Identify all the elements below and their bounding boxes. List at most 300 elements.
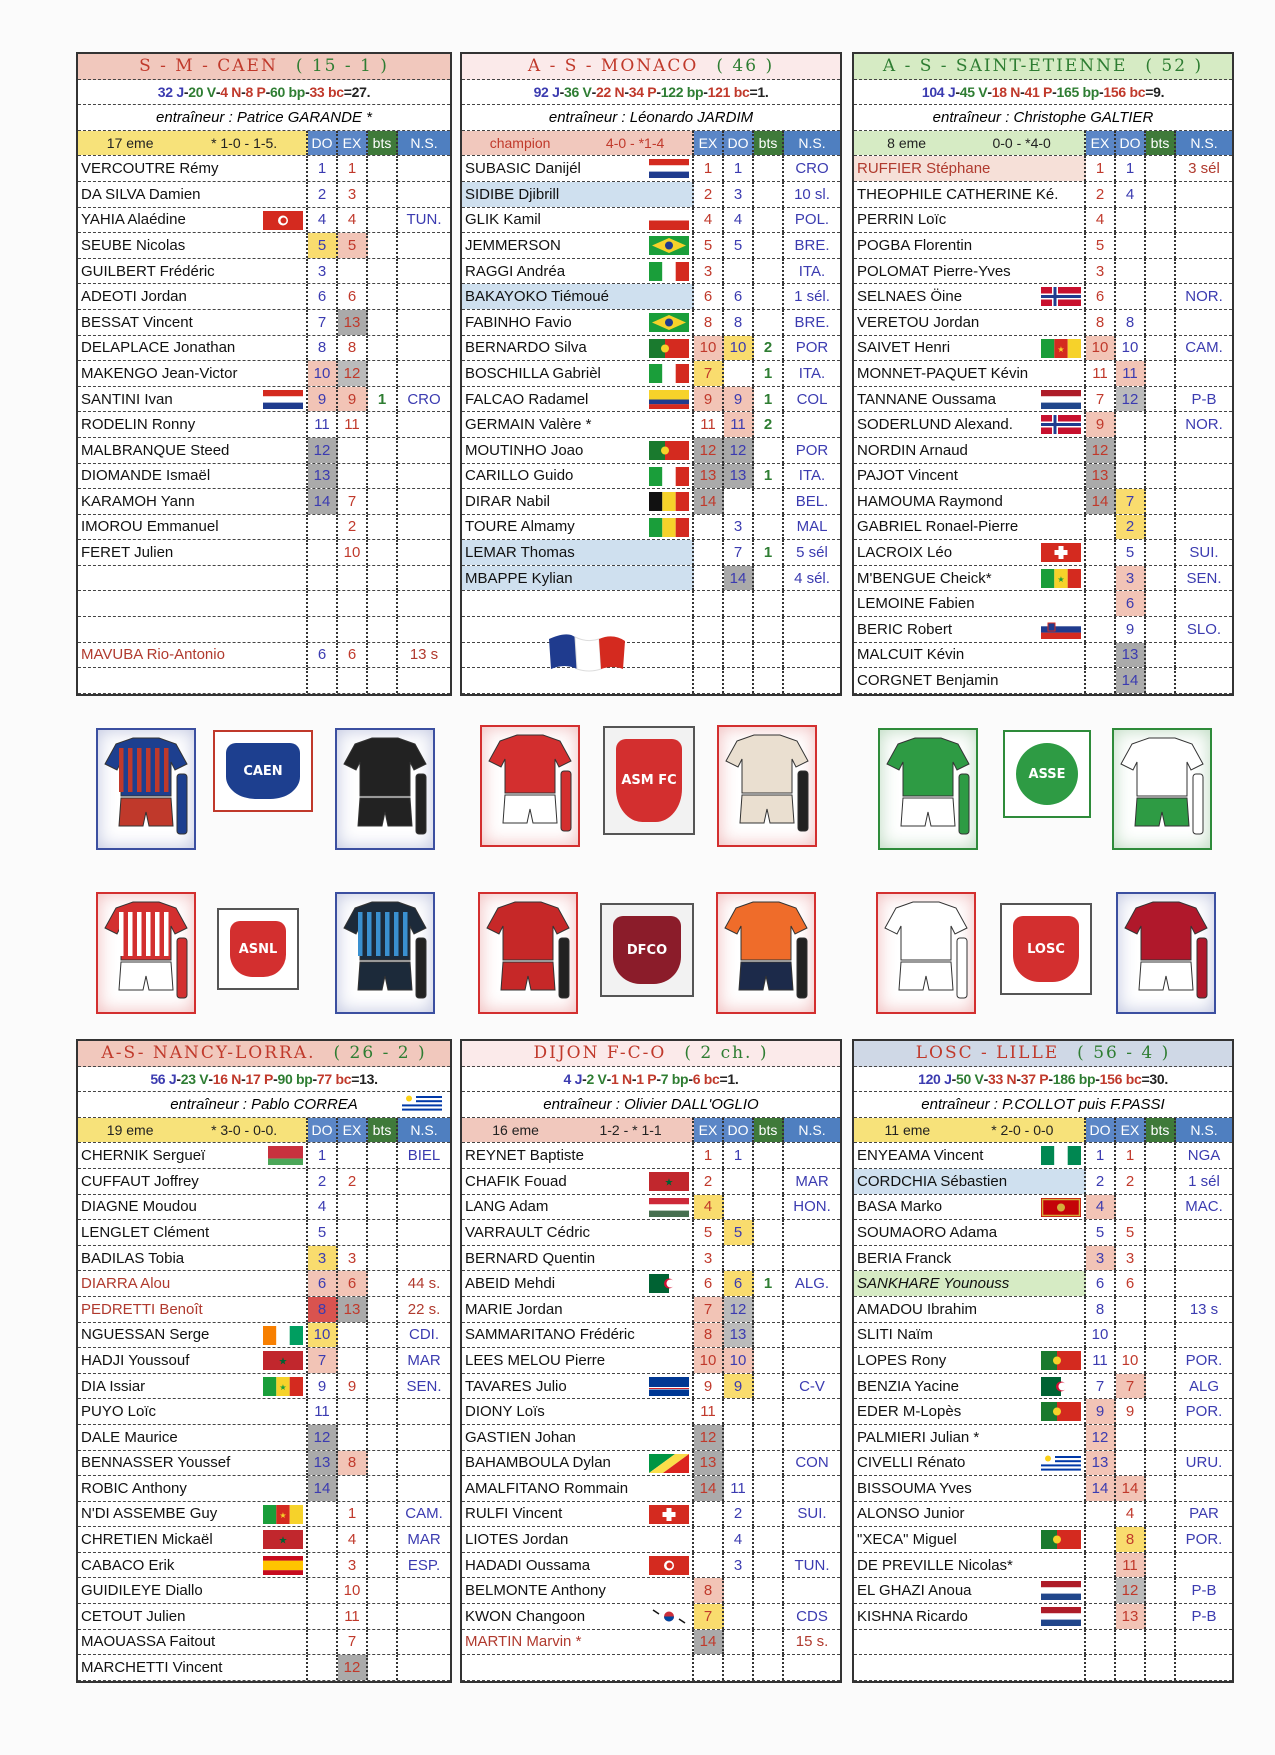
number-b: 6 [724, 284, 754, 309]
stat-2: 22 N [595, 83, 625, 100]
nationality: SEN. [406, 1377, 442, 1395]
nationality [398, 1630, 450, 1655]
bts-count [1146, 1578, 1176, 1603]
player-row [854, 182, 1232, 208]
player-row [462, 387, 840, 413]
player-row [78, 208, 450, 234]
player-name [78, 464, 308, 489]
player-name-text: CETOUT Julien [81, 1607, 186, 1625]
number-b [1116, 464, 1146, 489]
number-a [1086, 1578, 1116, 1603]
nationality: ALG [1188, 1377, 1219, 1395]
player-name [854, 1374, 1086, 1399]
coach-row [462, 105, 840, 131]
number-b: 1 [724, 156, 754, 181]
nationality [398, 1220, 450, 1245]
stat-5: 77 bc [316, 1070, 352, 1087]
player-name [78, 515, 308, 540]
number-b: 8 [338, 1451, 368, 1476]
player-name [78, 336, 308, 361]
team-stats: 120 J - 50 V - 33 N - 37 P - 186 bp - 156 bc = 30. [918, 1070, 1168, 1087]
number-a: 10 [1086, 336, 1116, 361]
player-name [854, 1578, 1086, 1603]
player-row [78, 1195, 450, 1221]
player-name [462, 1553, 694, 1578]
svg-text:★: ★ [278, 1535, 288, 1547]
bts-count [368, 1476, 398, 1501]
player-name-text: CIVELLI Rénato [857, 1454, 966, 1472]
player-name-text: DIONY Loïs [465, 1403, 545, 1421]
nationality: CDS [796, 1607, 828, 1625]
number-b: 1 [724, 1143, 754, 1168]
bts-count [754, 259, 784, 284]
player-name [462, 156, 694, 181]
bts-count [368, 412, 398, 437]
player-name [78, 208, 308, 233]
column-bts: bts [754, 1118, 784, 1143]
number-a [1086, 591, 1116, 616]
number-a: 11 [308, 412, 338, 437]
number-b [1116, 412, 1146, 437]
dijon-away-kit [716, 892, 816, 1014]
nationality: 10 sl. [794, 185, 830, 203]
number-b: 10 [1116, 336, 1146, 361]
stetienne-crest-icon: ASSE [1016, 743, 1078, 805]
number-a: 5 [694, 1220, 724, 1245]
number-b: 14 [1116, 668, 1146, 693]
stat-5: 156 bc [1099, 1070, 1142, 1087]
nationality [1176, 310, 1232, 335]
number-b [724, 1169, 754, 1194]
nationality: ITA. [798, 467, 826, 485]
flag-icon-ned [1041, 390, 1081, 409]
player-name [78, 1143, 308, 1168]
bts-count [368, 643, 398, 668]
number-b: 5 [724, 233, 754, 258]
player-name-text: THEOPHILE CATHERINE Ké. [857, 185, 1059, 203]
season-scores: 1-2 - * 1-1 [599, 1122, 662, 1139]
player-name-text: PEDRETTI Benoît [81, 1300, 203, 1318]
player-name-text: BERIA Franck [857, 1249, 952, 1267]
stat-1: 2 V [586, 1070, 607, 1087]
player-row [854, 591, 1232, 617]
player-row [78, 387, 450, 413]
player-name-text: SODERLUND Alexand. [857, 416, 1013, 434]
player-name [462, 1655, 694, 1680]
column-ex: EX [1086, 131, 1116, 156]
nationality [398, 284, 450, 309]
season-scores: * 2-0 - 0-0 [991, 1122, 1054, 1139]
stat-3: 41 P [1024, 83, 1053, 100]
player-row [854, 515, 1232, 541]
player-row [462, 566, 840, 592]
coach-row [78, 1092, 450, 1118]
player-name-text: SIDIBE Djibrill [465, 185, 560, 203]
number-b: 5 [724, 1220, 754, 1245]
player-name-text: N'DI ASSEMBE Guy [81, 1505, 218, 1523]
player-name [78, 1655, 308, 1680]
rank-cell [462, 131, 694, 156]
number-b [338, 1323, 368, 1348]
player-row [78, 336, 450, 362]
number-b: 9 [338, 1374, 368, 1399]
number-b: 4 [338, 208, 368, 233]
player-name [854, 438, 1086, 463]
number-b [338, 464, 368, 489]
number-b [724, 643, 754, 668]
number-a: 14 [308, 1476, 338, 1501]
bts-count [368, 1297, 398, 1322]
nationality [398, 489, 450, 514]
number-b: 3 [724, 515, 754, 540]
nationality: SLO. [1186, 620, 1222, 638]
number-b: 10 [338, 540, 368, 565]
number-b [338, 617, 368, 642]
player-name [78, 1425, 308, 1450]
number-b [338, 259, 368, 284]
number-a: 14 [694, 1476, 724, 1501]
player-row [462, 1246, 840, 1272]
nationality [398, 259, 450, 284]
number-b [338, 1399, 368, 1424]
team-panel-lille [852, 1039, 1234, 1683]
player-name [854, 617, 1086, 642]
number-b: 1 [1116, 1143, 1146, 1168]
number-b: 7 [338, 489, 368, 514]
season-scores: 4-0 - *1-4 [605, 135, 665, 152]
team-stats-row [854, 1067, 1232, 1093]
bts-count [368, 1220, 398, 1245]
team-stats: 92 J - 36 V - 22 N - 34 P - 122 bp - 121 bc = 1. [533, 83, 769, 100]
nationality [1176, 489, 1232, 514]
bts-count: 2 [754, 336, 784, 361]
team-name: S - M - CAEN [139, 56, 278, 77]
number-a: 6 [694, 284, 724, 309]
number-a: 9 [308, 387, 338, 412]
nationality: MAL [796, 518, 828, 536]
player-name [78, 1630, 308, 1655]
number-b [724, 1604, 754, 1629]
bts-count [754, 182, 784, 207]
number-b: 13 [1116, 1604, 1146, 1629]
flag-icon-ned [1041, 1581, 1081, 1600]
number-a [694, 668, 724, 693]
nationality: P-B [1191, 1582, 1217, 1600]
player-name [854, 1348, 1086, 1373]
player-name [854, 182, 1086, 207]
stat-0: 120 J [918, 1070, 952, 1087]
player-name [78, 1399, 308, 1424]
nationality: BIEL [407, 1147, 441, 1165]
bts-count [1146, 566, 1176, 591]
number-a: 4 [694, 1195, 724, 1220]
bts-count [1146, 1271, 1176, 1296]
player-row [462, 540, 840, 566]
bts-count [368, 1195, 398, 1220]
bts-count [754, 617, 784, 642]
number-a: 12 [1086, 438, 1116, 463]
number-b: 6 [1116, 591, 1146, 616]
bts-count [754, 1553, 784, 1578]
player-name [462, 1297, 694, 1322]
season-scores: 0-0 - *4-0 [992, 135, 1051, 152]
player-name [462, 1451, 694, 1476]
player-name [78, 412, 308, 437]
number-a [694, 1553, 724, 1578]
flag-icon-mar [649, 1172, 689, 1191]
player-name-text: MAKENGO Jean-Victor [81, 364, 238, 382]
nationality: PAR [1189, 1505, 1219, 1523]
player-name-text: KISHNA Ricardo [857, 1607, 968, 1625]
player-name [854, 233, 1086, 258]
nationality: ALG. [794, 1275, 830, 1293]
stat-3: 34 P [628, 83, 657, 100]
player-row [854, 310, 1232, 336]
season-scores: * 3-0 - 0-0. [211, 1122, 278, 1139]
bts-count: 1 [754, 1271, 784, 1296]
player-name-text: BERIC Robert [857, 620, 953, 638]
stat-1: 45 V [959, 83, 988, 100]
player-row [78, 1399, 450, 1425]
player-name [854, 1399, 1086, 1424]
player-name-text: CHERNIK Sergueï [81, 1147, 206, 1165]
flag-icon-ita [649, 262, 689, 281]
player-name [78, 1527, 308, 1552]
flag-icon-civ [263, 1326, 303, 1345]
bts-count [754, 489, 784, 514]
nationality [1176, 1246, 1232, 1271]
stat-6: 1. [727, 1070, 739, 1087]
number-a [308, 1655, 338, 1680]
player-row [462, 438, 840, 464]
player-name [854, 1476, 1086, 1501]
number-b: 7 [1116, 1374, 1146, 1399]
player-name [854, 566, 1086, 591]
player-row [462, 1271, 840, 1297]
number-a: 14 [1086, 1476, 1116, 1501]
bts-count [368, 1323, 398, 1348]
player-name-text: DIARRA Alou [81, 1275, 171, 1293]
player-row [854, 566, 1232, 592]
player-name [854, 361, 1086, 386]
number-a: 5 [1086, 233, 1116, 258]
team-record: ( 46 ) [716, 56, 775, 77]
player-row [462, 1451, 840, 1477]
bts-count [368, 617, 398, 642]
player-name-text: BISSOUMA Yves [857, 1479, 972, 1497]
flag-icon-sen [263, 1377, 303, 1396]
nationality: CDI. [409, 1326, 439, 1344]
number-a [1086, 540, 1116, 565]
number-a: 2 [694, 1169, 724, 1194]
nationality: NGA [1187, 1147, 1221, 1165]
flag-icon-col [649, 390, 689, 409]
bts-count [1146, 1553, 1176, 1578]
coach-row [78, 105, 450, 131]
number-a: 10 [694, 336, 724, 361]
nationality: BRE. [794, 313, 830, 331]
number-a [308, 566, 338, 591]
number-b: 11 [724, 412, 754, 437]
player-name [78, 1220, 308, 1245]
nationality: POR. [1185, 1351, 1223, 1369]
stat-4: 90 bp [277, 1070, 313, 1087]
player-row [854, 1578, 1232, 1604]
player-row [854, 233, 1232, 259]
player-row [78, 1451, 450, 1477]
number-b: 7 [338, 1630, 368, 1655]
player-row [462, 1195, 840, 1221]
number-b: 3 [1116, 1246, 1146, 1271]
nationality [398, 515, 450, 540]
player-row [78, 617, 450, 643]
number-a: 6 [1086, 284, 1116, 309]
player-name-text: LEES MELOU Pierre [465, 1351, 606, 1369]
team-title-row [78, 54, 450, 80]
bts-count [754, 1195, 784, 1220]
bts-count [754, 1630, 784, 1655]
number-a [694, 591, 724, 616]
player-name-text: DE PREVILLE Nicolas* [857, 1556, 1013, 1574]
player-name [78, 1271, 308, 1296]
flag-icon-por [1041, 1402, 1081, 1421]
nationality [784, 643, 840, 668]
player-name [462, 591, 694, 616]
player-name [462, 259, 694, 284]
bts-count [1146, 1502, 1176, 1527]
stat-6: 27. [351, 83, 371, 100]
player-row [78, 1476, 450, 1502]
nationality: BEL. [795, 492, 829, 510]
number-a: 13 [1086, 464, 1116, 489]
bts-count [1146, 1425, 1176, 1450]
nationality: ITA. [798, 364, 826, 382]
player-name [78, 156, 308, 181]
stat-5: 156 bc [1103, 83, 1146, 100]
player-name-text: HAMOUMA Raymond [857, 492, 1003, 510]
rank-cell [78, 1118, 308, 1143]
bts-count [754, 1655, 784, 1680]
player-name [78, 310, 308, 335]
bts-count [1146, 1348, 1176, 1373]
player-name [462, 1604, 694, 1629]
player-name-text: VERCOUTRE Rémy [81, 160, 219, 178]
nationality [398, 336, 450, 361]
season-rank: champion [489, 135, 551, 152]
coach-name: entraîneur : Léonardo JARDIM [548, 108, 754, 126]
nationality [784, 617, 840, 642]
player-name [462, 1374, 694, 1399]
player-name-text: LIOTES Jordan [465, 1531, 569, 1549]
player-name [854, 1425, 1086, 1450]
nationality [784, 412, 840, 437]
stat-2: 16 N [212, 1070, 242, 1087]
player-name-text: ADEOTI Jordan [81, 288, 187, 306]
player-name [78, 668, 308, 693]
number-b [338, 1143, 368, 1168]
bts-count [1146, 438, 1176, 463]
number-b: 9 [724, 387, 754, 412]
player-row [462, 1578, 840, 1604]
player-name [854, 412, 1086, 437]
coach-name: entraîneur : Christophe GALTIER [932, 108, 1154, 126]
player-name [462, 464, 694, 489]
player-name-text: MONNET-PAQUET Kévin [857, 364, 1029, 382]
nationality: SUI. [1189, 544, 1219, 562]
number-a: 11 [1086, 361, 1116, 386]
nationality [1176, 1630, 1232, 1655]
bts-count [1146, 1374, 1176, 1399]
player-name [854, 1451, 1086, 1476]
dijon-logo [600, 903, 694, 997]
number-b: 3 [1116, 566, 1146, 591]
nationality: BRE. [794, 236, 830, 254]
nationality [398, 361, 450, 386]
player-name-text: MARTIN Marvin * [465, 1633, 582, 1651]
bts-count [368, 668, 398, 693]
player-name [78, 1246, 308, 1271]
nationality [398, 617, 450, 642]
player-name-text: IMOROU Emmanuel [81, 518, 219, 536]
nationality: 44 s. [407, 1275, 441, 1293]
lille-crest-icon: LOSC [1013, 916, 1079, 982]
player-name-text: PALMIERI Julian * [857, 1428, 980, 1446]
player-name-text: SELNAES Öine [857, 288, 963, 306]
bts-count [1146, 1630, 1176, 1655]
player-name-text: BESSAT Vincent [81, 313, 193, 331]
column-header-row [854, 1118, 1232, 1144]
stat-2: 1 N [610, 1070, 632, 1087]
player-name-text: RULFI Vincent [465, 1505, 563, 1523]
bts-count [1146, 1604, 1176, 1629]
bts-count [368, 591, 398, 616]
player-name-text: CORDCHIA Sébastien [857, 1172, 1008, 1190]
flag-icon-sen [1041, 569, 1081, 588]
stat-6: 1. [757, 83, 769, 100]
bts-count [1146, 1476, 1176, 1501]
bts-count [368, 1169, 398, 1194]
number-a: 14 [694, 1630, 724, 1655]
number-a [1086, 515, 1116, 540]
bts-count [1146, 284, 1176, 309]
number-b [1116, 1323, 1146, 1348]
nationality: 13 s [409, 646, 439, 664]
column-do: DO [1116, 131, 1146, 156]
player-name-text: BOSCHILLA Gabrièl [465, 364, 601, 382]
player-name [854, 336, 1086, 361]
number-a: 12 [1086, 1425, 1116, 1450]
player-name-text: SAMMARITANO Frédéric [465, 1326, 635, 1344]
team-title-row [854, 54, 1232, 80]
nationality [398, 1578, 450, 1603]
stetienne-away-kit [1112, 728, 1212, 850]
player-row [462, 1374, 840, 1400]
bts-count [368, 1246, 398, 1271]
bts-count [754, 310, 784, 335]
player-name-text: ENYEAMA Vincent [857, 1147, 984, 1165]
player-name-text: EDER M-Lopès [857, 1403, 962, 1421]
bts-count [368, 1502, 398, 1527]
player-name-text: "XECA" Miguel [857, 1531, 957, 1549]
stat-4: 60 bp [269, 83, 306, 100]
number-a: 9 [1086, 1399, 1116, 1424]
nationality [784, 1348, 840, 1373]
player-name-text: GASTIEN Johan [465, 1428, 576, 1446]
player-row [462, 1425, 840, 1451]
nationality: 1 sél. [794, 288, 830, 306]
flag-icon-blr [263, 1146, 303, 1165]
player-row [78, 1374, 450, 1400]
